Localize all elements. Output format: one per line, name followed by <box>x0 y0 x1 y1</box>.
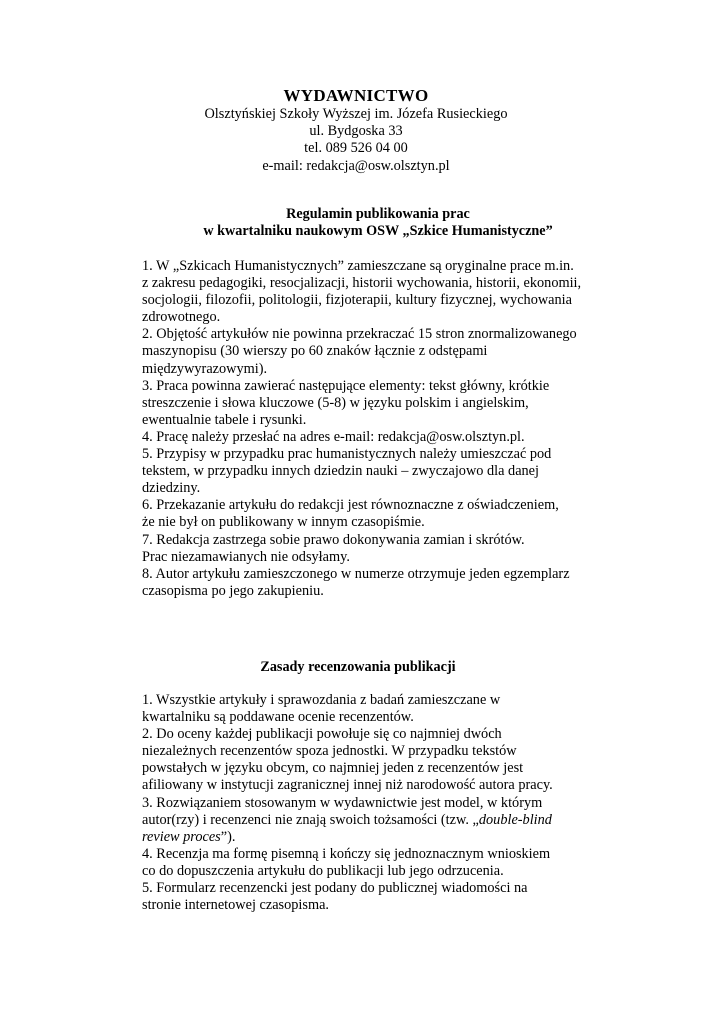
list-item <box>142 497 612 531</box>
recenzowanie-title: Zasady recenzowania publikacji <box>260 659 456 675</box>
text-line: Prac niezamawianych nie odsyłamy. <box>142 548 350 565</box>
text-line <box>142 812 612 829</box>
text-line: co do dopuszczenia artykułu do publikacji lub jego odrzucenia. <box>142 862 504 879</box>
publisher-school: Olsztyńskiej Szkoły Wyższej im. Józefa Rusieckiego <box>204 106 508 122</box>
text-line: dziedziny. <box>142 480 201 497</box>
list-item <box>142 429 612 446</box>
list-item <box>142 378 612 429</box>
text-line: 3. Praca powinna zawierać następujące elementy: tekst główny, krótkie <box>142 377 550 394</box>
text-line: 5. Przypisy w przypadku prac humanistycznych należy umieszczać pod <box>142 446 552 463</box>
text-line: 8. Autor artykułu zamieszczonego w numerze otrzymuje jeden egzemplarz <box>142 565 570 582</box>
text-line: 4. Pracę należy przesłać na adres e-mail: redakcja@osw.olsztyn.pl. <box>142 428 525 445</box>
text-line: zdrowotnego. <box>142 309 221 326</box>
regulamin-title-line2: w kwartalniku naukowym OSW „Szkice Humanistyczne” <box>203 223 553 240</box>
list-item <box>142 326 612 377</box>
italic-term: review proces <box>142 828 221 845</box>
list-item <box>142 726 612 794</box>
text-line: że nie był on publikowany w innym czasopiśmie. <box>142 514 425 531</box>
text-line: niezależnych recenzentów spoza jednostki. W przypadku tekstów <box>142 743 517 760</box>
list-item <box>142 880 612 914</box>
publisher-title: WYDAWNICTWO <box>283 86 429 105</box>
publisher-header <box>0 86 712 175</box>
regulamin-title <box>0 206 724 241</box>
recenzowanie-list <box>142 692 612 914</box>
publisher-phone: tel. 089 526 04 00 <box>304 140 408 157</box>
text-line: powstałych w języku obcym, co najmniej jeden z recenzentów jest <box>142 760 524 777</box>
text-line: z zakresu pedagogiki, resocjalizacji, historii wychowania, historii, ekonomii, <box>142 275 582 292</box>
text-line: afiliowany w instytucji zagranicznej innej niż narodowość autora pracy. <box>142 777 553 794</box>
text-line: 2. Objętość artykułów nie powinna przekraczać 15 stron znormalizowanego <box>142 326 577 343</box>
text-line: kwartalniku są poddawane ocenie recenzentów. <box>142 709 414 726</box>
text-segment: autor(rzy) i recenzenci nie znają swoich tożsamości (tzw. „ <box>142 811 479 828</box>
italic-term: double-blind <box>478 811 552 828</box>
regulamin-list <box>142 258 612 600</box>
text-line: czasopisma po jego zakupieniu. <box>142 582 324 599</box>
regulamin-title-line1: Regulamin publikowania prac <box>286 206 470 222</box>
list-item <box>142 846 612 880</box>
list-item <box>142 566 612 600</box>
text-line: międzywyrazowymi). <box>142 360 268 377</box>
list-item <box>142 692 612 726</box>
text-line: 4. Recenzja ma formę pisemną i kończy się jednoznacznym wnioskiem <box>142 845 551 862</box>
text-line: streszczenie i słowa kluczowe (5-8) w języku polskim i angielskim, <box>142 394 529 411</box>
text-line: 3. Rozwiązaniem stosowanym w wydawnictwie jest model, w którym <box>142 794 543 811</box>
text-line: 2. Do oceny każdej publikacji powołuje się co najmniej dwóch <box>142 726 502 743</box>
publisher-address: ul. Bydgoska 33 <box>309 123 403 140</box>
text-line: 5. Formularz recenzencki jest podany do publicznej wiadomości na <box>142 880 528 897</box>
text-line: 1. W „Szkicach Humanistycznych” zamieszczane są oryginalne prace m.in. <box>142 258 574 274</box>
text-line: stronie internetowej czasopisma. <box>142 897 329 914</box>
text-segment: ”). <box>220 828 236 845</box>
text-line: 7. Redakcja zastrzega sobie prawo dokonywania zamian i skrótów. <box>142 531 525 548</box>
list-item <box>142 532 612 566</box>
text-line: ewentualnie tabele i rysunki. <box>142 411 307 428</box>
list-item <box>142 795 612 846</box>
text-line: 1. Wszystkie artykuły i sprawozdania z badań zamieszczane w <box>142 692 501 708</box>
list-item <box>142 446 612 497</box>
text-line: 6. Przekazanie artykułu do redakcji jest równoznaczne z oświadczeniem, <box>142 497 559 514</box>
text-line: maszynopisu (30 wierszy po 60 znaków łącznie z odstępami <box>142 343 488 360</box>
text-line: socjologii, filozofii, politologii, fizjoterapii, kultury fizycznej, wychowania <box>142 292 572 309</box>
text-line <box>142 829 612 846</box>
list-item <box>142 258 612 326</box>
text-line: tekstem, w przypadku innych dziedzin nauki – zwyczajowo dla danej <box>142 463 540 480</box>
publisher-email: e-mail: redakcja@osw.olsztyn.pl <box>262 157 450 174</box>
